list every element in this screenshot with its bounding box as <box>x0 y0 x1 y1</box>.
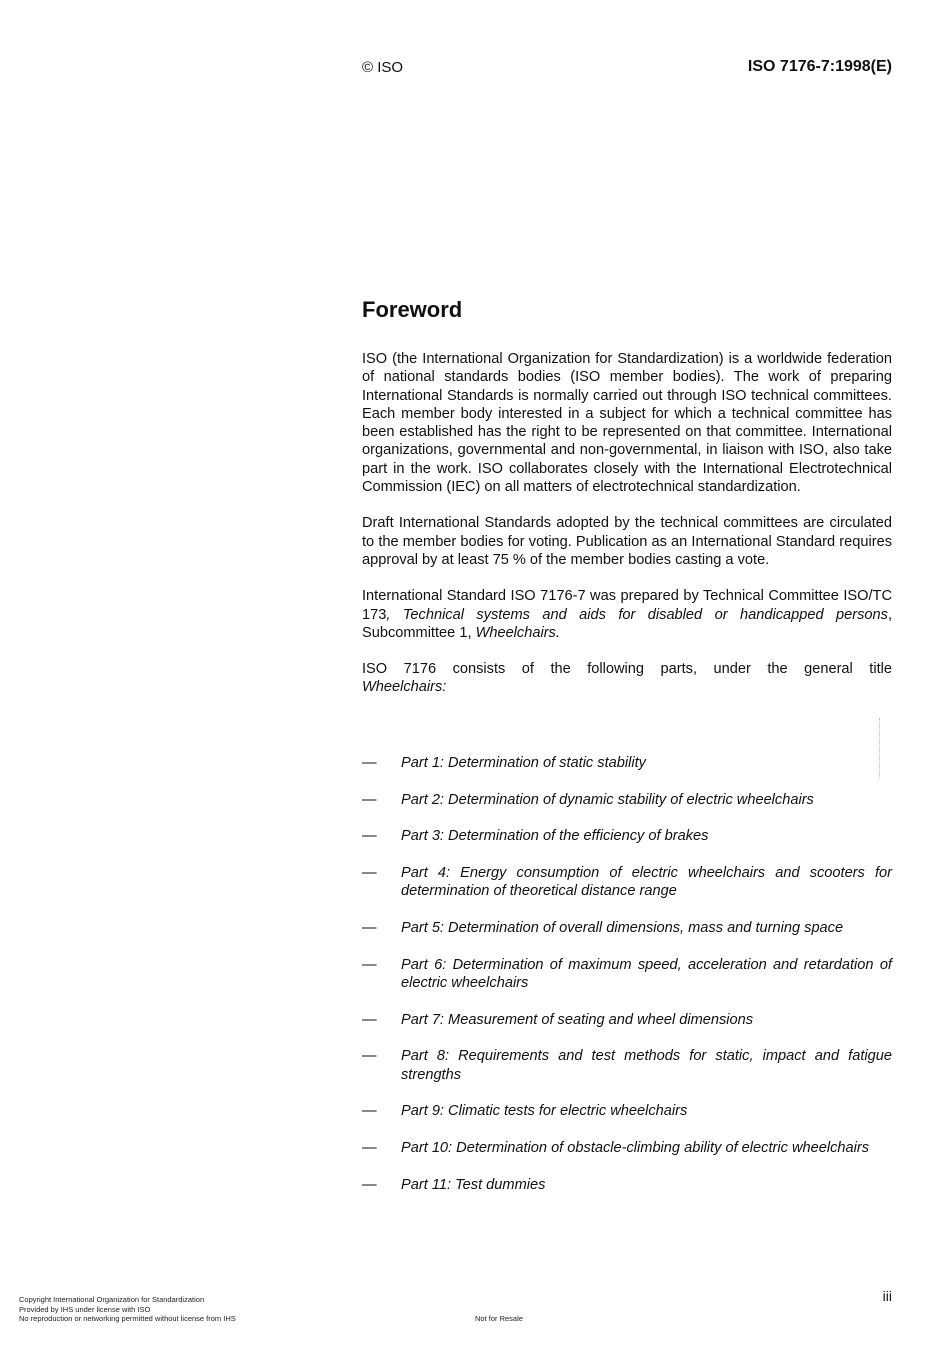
paragraph-parts-intro <box>362 660 892 697</box>
prepared-by-text: International Standard ISO 7176-7 was prepared by Technical Committee ISO/TC 173 <box>362 588 892 623</box>
parts-intro-text: ISO 7176 consists of the following parts, under the general title <box>362 661 892 678</box>
part-title: Part 1: Determination of static stability <box>401 755 646 771</box>
part-title: Part 8: Requirements and test methods for static, impact and fatigue strengths <box>401 1048 892 1083</box>
header-copyright: © ISO <box>362 59 404 76</box>
footer-copyright-notice <box>19 1295 236 1324</box>
list-dash: — <box>362 1048 377 1065</box>
list-item <box>362 956 892 993</box>
part-title: Part 11: Test dummies <box>401 1176 546 1193</box>
list-item <box>362 919 892 937</box>
footer-line: No reproduction or networking permitted without license from IHS <box>19 1314 236 1323</box>
header-document-id: ISO 7176-7:1998(E) <box>747 58 892 75</box>
list-item <box>362 864 892 901</box>
list-dash: — <box>362 1103 377 1120</box>
footer-line: Provided by IHS under license with ISO <box>19 1304 151 1314</box>
part-title: Part 6: Determination of maximum speed, acceleration and retardation of electric wheelchairs <box>401 956 892 992</box>
part-title: Part 10: Determination of obstacle-climbing ability of electric wheelchairs <box>401 1140 870 1157</box>
parts-list <box>362 754 892 1212</box>
list-dash: — <box>362 791 377 808</box>
list-dash: — <box>362 1140 377 1157</box>
list-item <box>362 1047 892 1084</box>
part-title: Part 3: Determination of the efficiency of brakes <box>401 828 709 845</box>
list-dash: — <box>362 920 377 937</box>
list-item <box>362 1176 892 1194</box>
paragraph-iso-intro: ISO (the International Organization for Standardization) is a worldwide federation of national standards bodies (ISO member bodies). The work of preparing International Standards is normally carried out through ISO technical committees. Each member body interested in a subject for which a technical committee has been established has the right to be represented on that committee. International organizations, governmental and non-governmental, in liaison with ISO, also take part in the work. ISO collaborates closely with the International Electrotechnical Commission (IEC) on all matters of electrotechnical standardization. <box>362 351 892 496</box>
list-dash: — <box>362 828 377 845</box>
list-dash: — <box>362 1011 377 1028</box>
list-item <box>362 754 892 772</box>
list-dash: — <box>362 956 377 973</box>
committee-title: , Technical systems and aids for disabled or handicapped persons <box>386 606 888 623</box>
part-title: Part 9: Climatic tests for electric wheelchairs <box>401 1103 688 1120</box>
part-title: Part 4: Energy consumption of electric wheelchairs and scooters for determination of theoretical distance range <box>401 865 892 900</box>
page-number: iii <box>882 1288 892 1304</box>
list-item <box>362 1139 892 1157</box>
footer-line: Copyright International Organization for Standardization <box>19 1295 205 1304</box>
subcommittee-text: , Subcommittee 1, <box>362 606 892 641</box>
list-item <box>362 1102 892 1120</box>
list-item <box>362 827 892 845</box>
general-title: Wheelchairs: <box>362 679 447 696</box>
paragraph-prepared-by <box>362 587 892 642</box>
page-title: Foreword <box>362 297 463 322</box>
list-dash: — <box>362 1176 377 1193</box>
part-title: Part 5: Determination of overall dimensions, mass and turning space <box>401 920 844 937</box>
foreword-body <box>362 350 892 715</box>
footer-not-for-resale: Not for Resale <box>475 1314 523 1323</box>
list-item <box>362 791 892 809</box>
paragraph-draft-standards: Draft International Standards adopted by the technical committees are circulated to the member bodies for voting. Publication as an International Standard requires approval by at least 75 % of the member bodies casting a vote. <box>362 515 892 568</box>
part-title: Part 7: Measurement of seating and wheel dimensions <box>401 1011 754 1028</box>
subcommittee-title: Wheelchairs. <box>475 624 560 641</box>
list-dash: — <box>362 755 377 771</box>
part-title: Part 2: Determination of dynamic stability of electric wheelchairs <box>401 791 814 808</box>
list-dash: — <box>362 865 377 882</box>
list-item <box>362 1011 892 1029</box>
